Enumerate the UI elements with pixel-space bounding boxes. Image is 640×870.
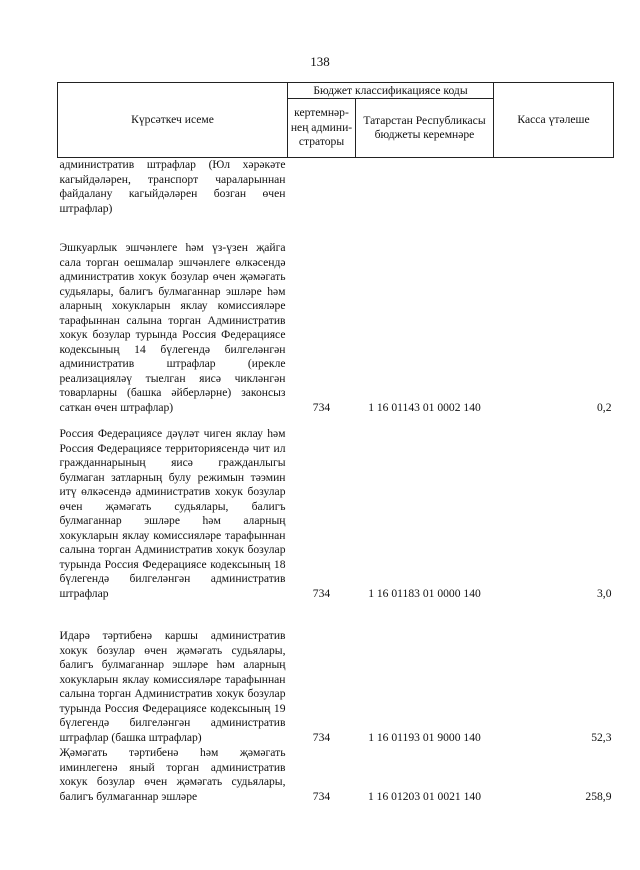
row-revenue-code: 1 16 01143 01 0002 140 [368, 400, 481, 414]
row-name: Россия Федерациясе дәүләт чиген яклау һәм Россия Федерациясе территориясендә чит ил гражданнарының яисә гражданлыгы булмаган затларның булу режимын тәэмин итү өлкәсендә административ хокук бозулар өчен җәмәгать судьялары, балигъ булмаганнар эшләре һәм аларның хокукларын яклау комиссияләре тарафыннан салына торган Административ хокук бозулар турында Россия Федерациясе кодексының 18 бүлегендә билгеләнгән административ штрафлар [59, 427, 286, 600]
table-row [58, 746, 614, 805]
row-revenue-code: 1 16 01183 01 0000 140 [368, 586, 481, 600]
page-number: 138 [310, 54, 330, 69]
row-amount: 3,0 [597, 586, 612, 600]
row-admin-code: 734 [312, 730, 331, 744]
row-name: административ штрафлар (Юл хәрәкәте кагыйдәләрен, транспорт чараларыннан файдалану кагыйдәләрен бозган өчен штрафлар) [59, 158, 286, 215]
table-header [58, 83, 614, 158]
row-revenue-code [356, 158, 494, 218]
table-body [58, 158, 614, 806]
row-amount: 52,3 [591, 730, 612, 744]
table-row [58, 415, 614, 602]
row-admin-code: 734 [312, 789, 331, 803]
header-budget-codes: Бюджет классификациясе коды [288, 83, 494, 99]
table-row [58, 217, 614, 415]
budget-table [57, 82, 614, 805]
table-row [58, 158, 614, 218]
row-admin-code: 734 [312, 586, 331, 600]
row-amount: 258,9 [585, 789, 612, 803]
header-indicator: Күрсәткеч исеме [58, 83, 288, 158]
row-admin-code: 734 [312, 400, 331, 414]
header-cash-execution: Касса үтәлеше [494, 83, 614, 158]
row-amount [494, 158, 614, 218]
row-amount: 0,2 [597, 400, 612, 414]
table-row [58, 602, 614, 746]
row-name: Җәмәгать тәртибенә һәм җәмәгать иминлегенә яный торган административ хокук бозулар өчен җәмәгать судьялары, балигъ булмаганнар эшләре [59, 746, 286, 803]
row-revenue-code: 1 16 01193 01 9000 140 [368, 730, 481, 744]
row-admin-code [288, 158, 356, 218]
row-name: Идарә тәртибенә каршы административ хокук бозулар өчен җәмәгать судьялары, балигъ булмаганнар эшләре һәм аларның хокукларын яклау комиссияләре тарафыннан салына торган Административ хокук бозулар турында Россия Федерациясе кодексының 19 бүлегендә билгеләнгән административ штрафлар (башка штрафлар) [59, 629, 286, 744]
row-revenue-code: 1 16 01203 01 0021 140 [367, 789, 482, 803]
header-administrators: кертемнәр-нең админи-страторы [288, 99, 356, 158]
row-name: Эшкуарлык эшчәнлеге һәм үз-үзен җайга сала торган оешмалар эшчәнлеге өлкәсендә административ хокук бозулар өчен җәмәгать судьялары, балигъ булмаганнар эшләре һәм аларның хокукларын яклау комиссияләре тарафыннан салына торган Административ хокук бозулар турында Россия Федерациясе кодексының 14 бүлегендә билгеләнгән административ штрафлар (ирекле реализацияләү тыелган яисә чикләнгән товарларны (башка әйберләрне) законсыз саткан өчен штрафлар) [59, 241, 286, 414]
header-revenue-codes: Татарстан Республикасы бюджеты керемнәре [356, 99, 494, 158]
